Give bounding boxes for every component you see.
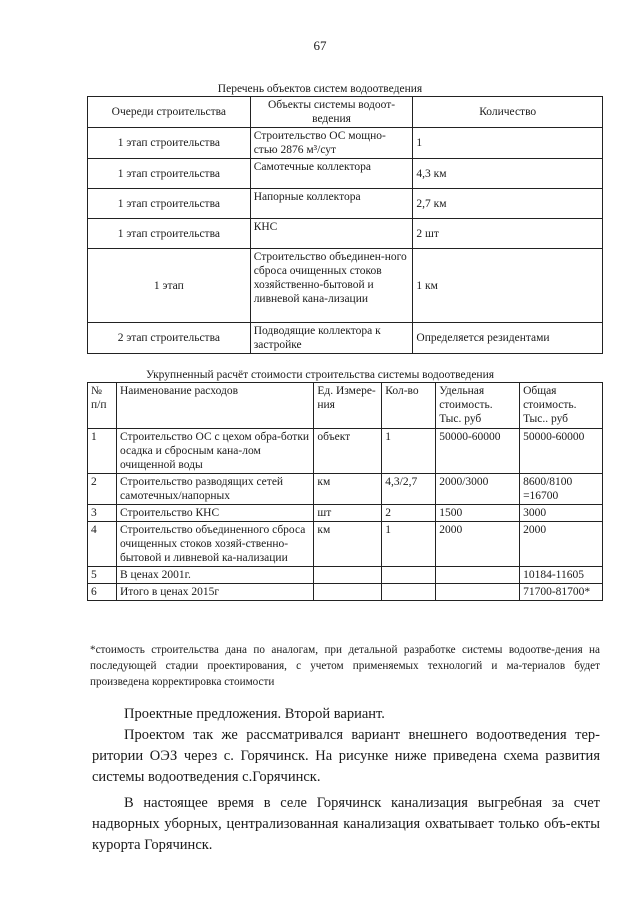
paragraph: В настоящее время в селе Горячинск канализация выгребная за счет надворных уборных, централизованная канализация охватывает только объ-екты курорта Горячинск.	[92, 795, 600, 853]
table-row	[88, 584, 603, 601]
cell-unit-cost: 2000	[436, 522, 520, 567]
cell-stage: 1 этап строительства	[88, 189, 251, 219]
table-row	[88, 249, 603, 323]
cell-object: Подводящие коллектора к застройке	[250, 323, 413, 354]
table-row	[88, 323, 603, 354]
cell-unit: объект	[314, 429, 382, 474]
cell-total: 50000-60000	[520, 429, 603, 474]
cell-number: 3	[88, 505, 117, 522]
cell-qty: 2	[382, 505, 436, 522]
cell-qty: 4,3/2,7	[382, 474, 436, 505]
col-header-object: Объекты системы водоот-ведения	[250, 97, 413, 128]
cell-unit-cost: 1500	[436, 505, 520, 522]
cell-name: Итого в ценах 2015г	[116, 584, 313, 601]
cell-qty: Определяется резидентами	[413, 323, 603, 354]
cell-qty: 1	[413, 128, 603, 159]
cell-unit	[314, 584, 382, 601]
table-row	[88, 474, 603, 505]
cell-number: 1	[88, 429, 117, 474]
col-header-qty: Количество	[413, 97, 603, 128]
cell-number: 5	[88, 567, 117, 584]
cell-unit: км	[314, 474, 382, 505]
cell-number: 4	[88, 522, 117, 567]
table-row	[88, 567, 603, 584]
cell-qty: 1	[382, 522, 436, 567]
cell-stage: 1 этап	[88, 249, 251, 323]
table-row	[88, 505, 603, 522]
page-number: 67	[313, 38, 327, 53]
col-header-qty: Кол-во	[382, 383, 436, 429]
table-row	[88, 189, 603, 219]
cell-total: 3000	[520, 505, 603, 522]
cell-qty: 4,3 км	[413, 159, 603, 189]
cell-object: КНС	[250, 219, 413, 249]
cell-unit-cost	[436, 567, 520, 584]
cell-number: 6	[88, 584, 117, 601]
cell-stage: 1 этап строительства	[88, 219, 251, 249]
cell-name: Строительство разводящих сетей самотечных/напорных	[116, 474, 313, 505]
cell-total: 8600/8100 =16700	[520, 474, 603, 505]
table-row	[88, 159, 603, 189]
table-row	[88, 128, 603, 159]
col-header-unit: Ед. Измере-ния	[314, 383, 382, 429]
cell-qty	[382, 567, 436, 584]
cell-name: В ценах 2001г.	[116, 567, 313, 584]
cell-qty	[382, 584, 436, 601]
cell-number: 2	[88, 474, 117, 505]
cell-name: Строительство ОС с цехом обра-ботки осадка и сбросным кана-лом очищенной воды	[116, 429, 313, 474]
cell-name: Строительство объединенного сброса очищенных стоков хозяй-ственно-бытовой и ливневой ка-нализации	[116, 522, 313, 567]
cell-stage: 1 этап строительства	[88, 159, 251, 189]
table-row	[88, 522, 603, 567]
cell-unit-cost	[436, 584, 520, 601]
cell-object: Строительство объединен-ного сброса очищенных стоков хозяйственно-бытовой и ливневой кана-лизации	[250, 249, 413, 323]
cell-unit	[314, 567, 382, 584]
cell-total: 10184-11605	[520, 567, 603, 584]
cell-qty: 2,7 км	[413, 189, 603, 219]
cell-object: Напорные коллектора	[250, 189, 413, 219]
cell-object: Самотечные коллектора	[250, 159, 413, 189]
cell-total: 2000	[520, 522, 603, 567]
cell-qty: 2 шт	[413, 219, 603, 249]
col-header-stage: Очереди строительства	[88, 97, 251, 128]
table-row	[88, 429, 603, 474]
cell-object: Строительство ОС мощно-стью 2876 м³/сут	[250, 128, 413, 159]
paragraph: Проектом так же рассматривался вариант внешнего водоотведения тер-ритории ОЭЗ через с. Горячинск. На рисунке ниже приведена схема развития системы водоотведения с.Горячинск.	[92, 727, 600, 785]
cell-unit: км	[314, 522, 382, 567]
table-row	[88, 219, 603, 249]
body-text	[92, 704, 600, 856]
col-header-total: Общая стоимость. Тыс.. руб	[520, 383, 603, 429]
cell-stage: 2 этап строительства	[88, 323, 251, 354]
cell-unit-cost: 50000-60000	[436, 429, 520, 474]
objects-table	[87, 96, 603, 354]
cell-name: Строительство КНС	[116, 505, 313, 522]
cost-footnote: *стоимость строительства дана по аналогам, при детальной разработке системы водоотве-дения на последующей стадии проектирования, с учетом применяемых технологий и ма-териалов будет произведена корректировка стоимости	[90, 644, 600, 688]
cell-qty: 1 км	[413, 249, 603, 323]
section-heading: Проектные предложения. Второй вариант.	[124, 706, 385, 722]
cell-total: 71700-81700*	[520, 584, 603, 601]
table1-caption: Перечень объектов систем водоотведения	[217, 83, 423, 95]
cell-unit-cost: 2000/3000	[436, 474, 520, 505]
cell-unit: шт	[314, 505, 382, 522]
cell-stage: 1 этап строительства	[88, 128, 251, 159]
cell-qty: 1	[382, 429, 436, 474]
cost-table	[87, 382, 603, 601]
col-header-unit-cost: Удельная стоимость. Тыс. руб	[436, 383, 520, 429]
col-header-name: Наименование расходов	[116, 383, 313, 429]
col-header-number: № п/п	[88, 383, 117, 429]
table2-caption: Укрупненный расчёт стоимости строительства системы водоотведения	[145, 369, 495, 381]
